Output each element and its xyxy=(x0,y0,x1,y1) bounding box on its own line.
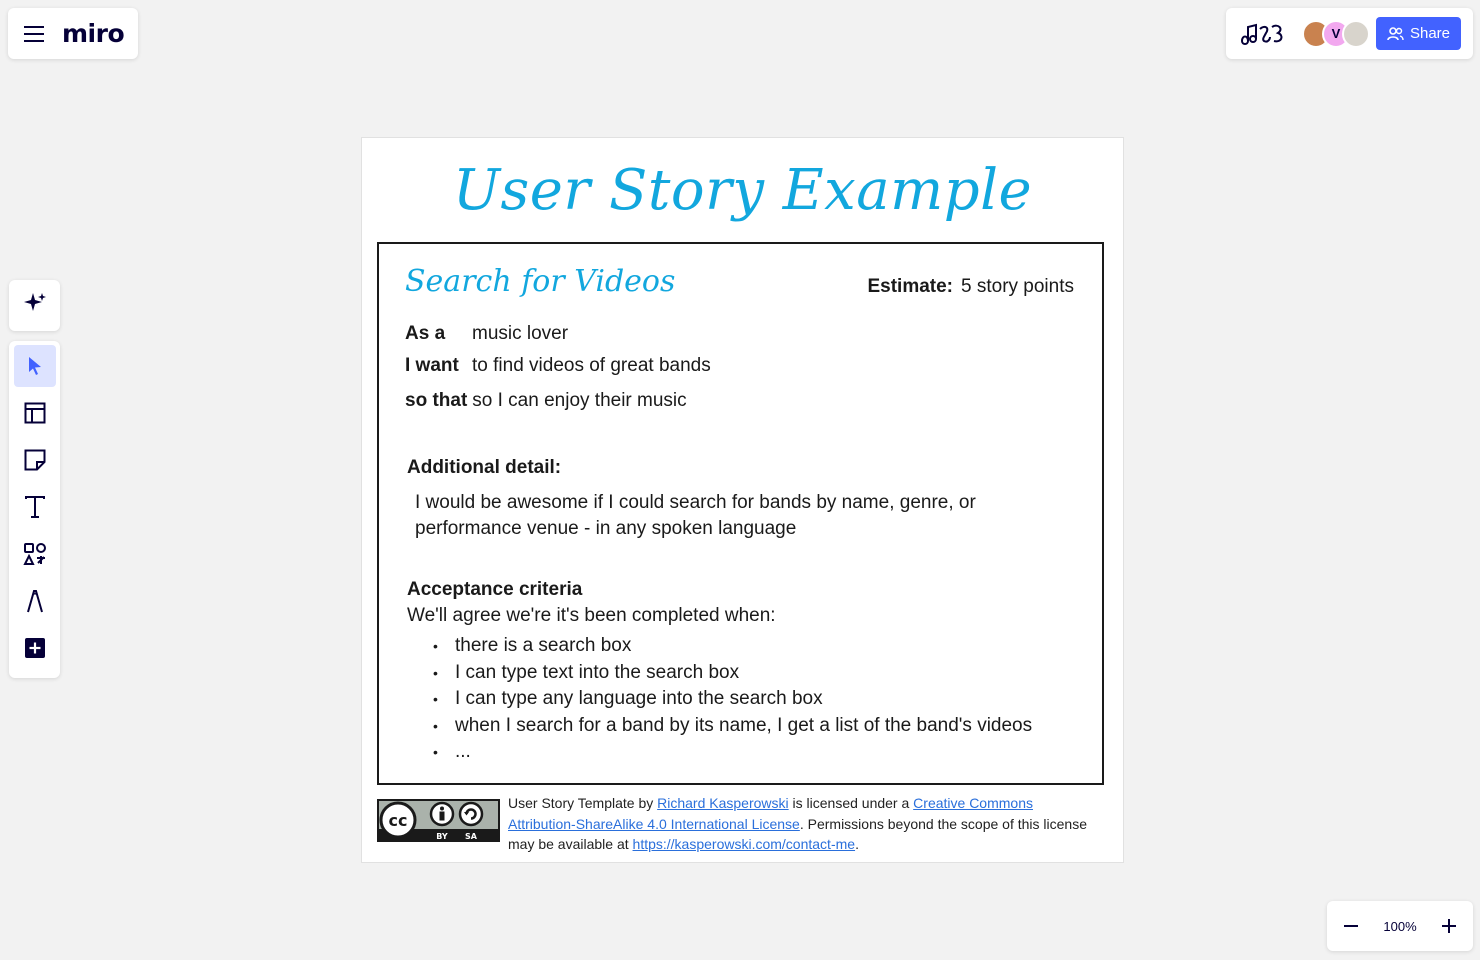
reactions-button[interactable] xyxy=(1238,18,1288,50)
story-so-that[interactable] xyxy=(405,390,687,412)
share-label: Share xyxy=(1409,25,1451,42)
board-frame[interactable] xyxy=(361,137,1124,863)
users-icon xyxy=(1387,27,1404,41)
app-panel xyxy=(8,8,138,59)
acceptance-criteria-list xyxy=(433,633,1032,766)
more-apps-icon xyxy=(24,637,46,659)
hamburger-menu-icon xyxy=(24,25,44,43)
ai-sparkle-icon xyxy=(23,291,47,315)
author-link[interactable]: Richard Kasperowski xyxy=(657,795,789,811)
list-item[interactable]: • I can type any language into the search box xyxy=(433,686,1032,713)
share-button[interactable] xyxy=(1376,17,1461,50)
plus-icon xyxy=(1440,917,1458,935)
minus-icon xyxy=(1342,917,1360,935)
list-item[interactable]: • ... xyxy=(433,739,1032,766)
want-value: to find videos of great bands xyxy=(472,355,711,376)
license-prefix: User Story Template by xyxy=(508,795,658,811)
zoom-in-button[interactable] xyxy=(1437,914,1461,938)
svg-text:cc: cc xyxy=(388,811,408,830)
license-after: . Permissions beyond the scope of this license may be available at xyxy=(508,815,1087,852)
avatar[interactable]: V xyxy=(1322,20,1350,48)
collaboration-panel xyxy=(1226,8,1473,59)
acceptance-criteria-heading[interactable]: Acceptance criteria xyxy=(407,579,583,600)
as-label: As a xyxy=(405,323,446,344)
text-icon xyxy=(24,495,46,519)
story-i-want[interactable] xyxy=(405,355,711,377)
estimate[interactable] xyxy=(867,276,1074,298)
cc-by-sa-badge[interactable] xyxy=(377,799,500,842)
additional-detail-heading[interactable]: Additional detail: xyxy=(407,457,562,478)
avatar[interactable] xyxy=(1342,20,1370,48)
estimate-value: 5 story points xyxy=(961,276,1074,297)
templates-icon xyxy=(24,402,46,424)
templates-tool[interactable] xyxy=(14,392,56,434)
shapes-tool[interactable] xyxy=(14,533,56,575)
zoom-level[interactable]: 100% xyxy=(1383,918,1417,934)
more-apps-tool[interactable] xyxy=(14,627,56,669)
reactions-icon xyxy=(1238,21,1286,47)
share-alike-icon xyxy=(460,803,482,825)
text-tool[interactable] xyxy=(14,486,56,528)
badge-by-label: BY xyxy=(436,832,448,841)
zoom-out-button[interactable] xyxy=(1339,914,1363,938)
user-story-card[interactable] xyxy=(377,242,1104,785)
shapes-icon xyxy=(23,542,47,566)
story-as-a[interactable] xyxy=(405,323,568,345)
so-value: so I can enjoy their music xyxy=(472,390,687,411)
story-title[interactable]: Search for Videos xyxy=(405,264,676,299)
zoom-controls xyxy=(1327,901,1473,951)
license-middle: is licensed under a xyxy=(788,795,914,811)
miro-logo[interactable]: miro xyxy=(62,19,125,48)
ai-assistant-panel xyxy=(9,280,60,331)
sticky-note-tool[interactable] xyxy=(14,439,56,481)
select-cursor-icon xyxy=(27,356,43,376)
main-menu-button[interactable] xyxy=(22,22,46,46)
select-tool[interactable] xyxy=(14,345,56,387)
so-label: so that xyxy=(405,390,468,411)
license-text[interactable] xyxy=(508,793,1088,855)
creation-toolbar xyxy=(9,341,60,678)
list-item[interactable]: • when I search for a band by its name, I get a list of the band's videos xyxy=(433,713,1032,740)
pen-tool[interactable] xyxy=(14,580,56,622)
board-title[interactable]: User Story Example xyxy=(452,158,1033,223)
pen-icon xyxy=(25,589,45,613)
list-item[interactable]: • there is a search box xyxy=(433,633,1032,660)
license-end: . xyxy=(855,836,859,852)
additional-detail-text[interactable]: I would be awesome if I could search for bands by name, genre, or performance venue - in any spoken language xyxy=(415,492,976,539)
badge-sa-label: SA xyxy=(465,832,477,841)
contact-link[interactable]: https://kasperowski.com/contact-me xyxy=(632,836,856,852)
as-value: music lover xyxy=(472,323,569,344)
acceptance-criteria-intro[interactable]: We'll agree we're it's been completed when: xyxy=(407,605,776,626)
estimate-label: Estimate: xyxy=(867,276,953,297)
sticky-note-icon xyxy=(24,449,46,471)
want-label: I want xyxy=(405,355,459,376)
license-link[interactable]: Creative Commons Attribution-ShareAlike 4.0 International License xyxy=(508,795,1033,832)
collaborator-avatars xyxy=(1302,20,1370,48)
list-item[interactable]: • I can type text into the search box xyxy=(433,660,1032,687)
ai-assistant-button[interactable] xyxy=(14,282,56,324)
